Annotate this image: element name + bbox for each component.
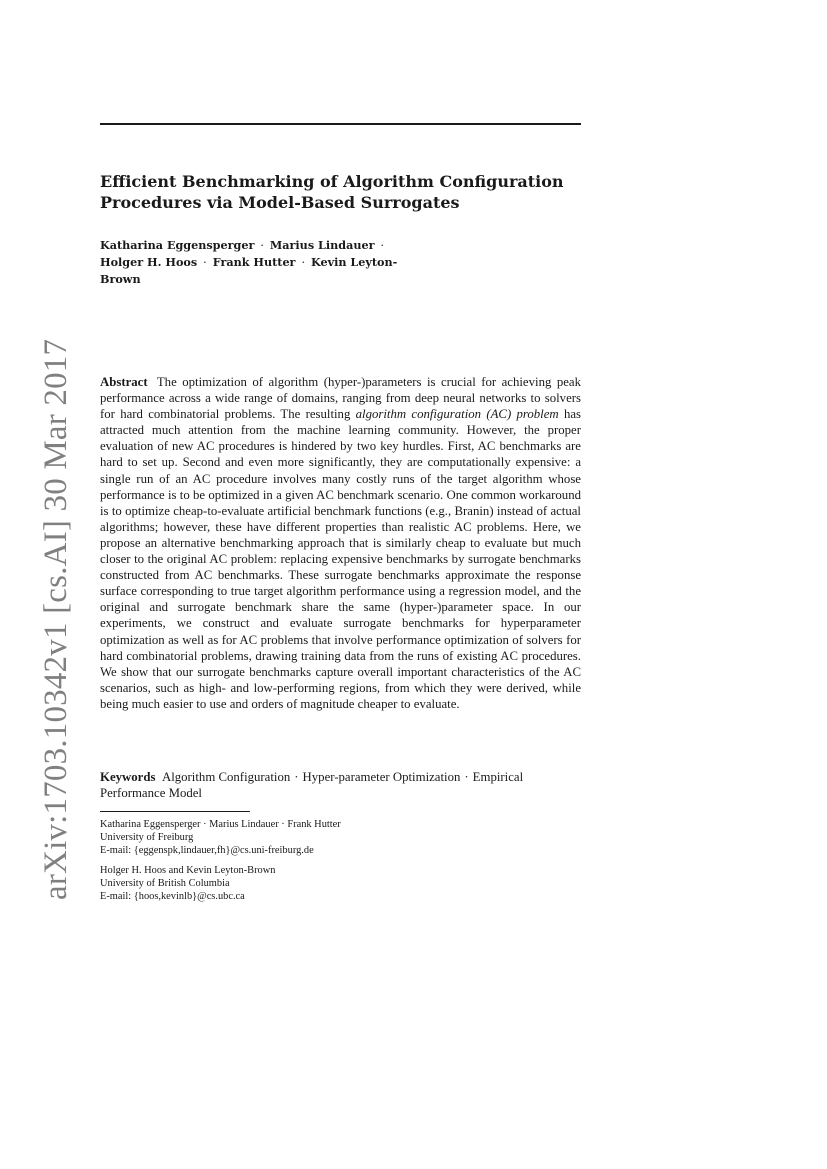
author-separator: · [301, 256, 306, 269]
affiliation-institution: University of British Columbia [100, 878, 230, 889]
affiliation-block [100, 818, 581, 857]
abstract [100, 374, 581, 712]
author: Holger H. Hoos [100, 255, 198, 269]
affiliation-names: Holger H. Hoos and Kevin Leyton-Brown [100, 865, 276, 876]
author-separator: · [203, 256, 207, 269]
author-separator: · [260, 239, 264, 252]
arxiv-identifier: arXiv:1703.10342v1 [cs.AI] 30 Mar 2017 [38, 338, 74, 900]
keyword: Algorithm Configuration [161, 770, 291, 784]
author-list [100, 237, 430, 288]
footnote-rule [100, 811, 250, 812]
keyword: Hyper-parameter Optimization [302, 770, 461, 784]
keywords [100, 769, 581, 801]
author: Marius Lindauer [269, 238, 375, 252]
title-line-1: Efficient Benchmarking of Algorithm Configuration [100, 172, 564, 191]
keyword: Empirical Performance Model [100, 770, 524, 801]
title-line-2: Procedures via Model-Based Surrogates [100, 193, 460, 212]
affiliation-email: E-mail: {hoos,kevinlb}@cs.ubc.ca [100, 891, 245, 902]
keywords-label: Keywords [100, 770, 156, 784]
author: Kevin Leyton-Brown [100, 255, 398, 286]
keyword-separator: · [294, 770, 299, 784]
paper-title [100, 171, 581, 213]
author: Katharina Eggensperger [100, 238, 255, 252]
keyword-separator: · [464, 770, 469, 784]
affiliation-names: Katharina Eggensperger · Marius Lindauer · Frank Hutter [100, 819, 341, 830]
affiliation-block [100, 864, 581, 903]
abstract-text: The optimization of algorithm (hyper-)parameters is crucial for achieving peak performance across a wide range of domains, ranging from deep neural networks to solvers for hard combinatorial problems. The resulting [100, 375, 581, 422]
abstract-text: has attracted much attention from the machine learning community. However, the proper evaluation of new AC procedures is hindered by two key hurdles. First, AC benchmarks are hard to set up. Second and even more significantly, they are computationally expensive: a single run of an AC procedure involves many costly runs of the target algorithm whose performance is to be optimized in a given AC benchmark scenario. One common workaround is to optimize cheap-to-evaluate artificial benchmark functions (e.g., Branin) instead of actual algorithms; however, these have different properties than realistic AC problems. Here, we propose an alternative benchmarking approach that is similarly cheap to evaluate but much closer to the original AC problem: replacing expensive benchmarks by surrogate benchmarks constructed from AC benchmarks. These surrogate benchmarks approximate the response surface corresponding to true target algorithm performance using a regression model, and the original and surrogate benchmark share the same (hyper-)parameter space. In our experiments, we construct and evaluate surrogate benchmarks for hyperparameter optimization as well as for AC problems that involve performance optimization of solvers for hard combinatorial problems, drawing training data from the runs of existing AC procedures. We show that our surrogate benchmarks capture overall important characteristics of the AC scenarios, such as high- and low-performing regions, from which they were derived, while being much easier to use and orders of magnitude cheaper to evaluate. [100, 407, 582, 711]
author: Frank Hutter [212, 255, 296, 269]
affiliation-institution: University of Freiburg [100, 832, 194, 843]
affiliation-email: E-mail: {eggenspk,lindauer,fh}@cs.uni-freiburg.de [100, 845, 314, 856]
header-rule [100, 123, 581, 125]
abstract-label: Abstract [100, 375, 148, 389]
author-separator: · [380, 239, 385, 252]
abstract-emphasis: algorithm configuration (AC) problem [355, 407, 559, 422]
